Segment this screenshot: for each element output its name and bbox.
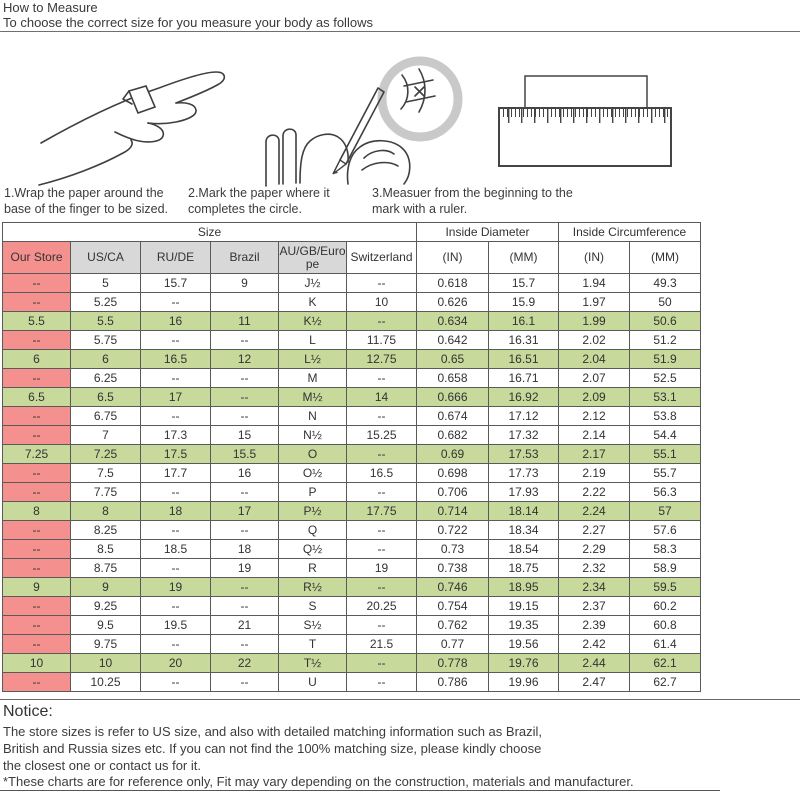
size-cell: 6 <box>71 350 141 369</box>
size-cell: 2.37 <box>559 597 630 616</box>
size-cell: 6.75 <box>71 407 141 426</box>
size-cell: 16.31 <box>489 331 559 350</box>
store-size-cell: -- <box>3 293 71 312</box>
size-cell: 59.5 <box>630 578 701 597</box>
size-cell: Q <box>279 521 347 540</box>
size-chart-body <box>3 274 701 692</box>
store-size-cell: -- <box>3 540 71 559</box>
illustration-wrap-paper <box>35 45 255 190</box>
store-size-cell: -- <box>3 521 71 540</box>
size-cell: 0.642 <box>417 331 489 350</box>
size-cell: -- <box>141 369 211 388</box>
size-cell: 5 <box>71 274 141 293</box>
size-cell: 5.25 <box>71 293 141 312</box>
reference-footnote: *These charts are for reference only, Fit may vary depending on the construction, materials and manufacturer. <box>3 774 634 789</box>
size-cell: 53.1 <box>630 388 701 407</box>
size-cell: 18.54 <box>489 540 559 559</box>
size-cell: 8 <box>71 502 141 521</box>
size-cell: 16.92 <box>489 388 559 407</box>
size-cell: 7 <box>71 426 141 445</box>
size-cell: 21.5 <box>347 635 417 654</box>
size-cell: 9.5 <box>71 616 141 635</box>
size-cell: 16.5 <box>141 350 211 369</box>
table-row <box>3 369 701 388</box>
size-cell: 0.682 <box>417 426 489 445</box>
size-cell: 2.22 <box>559 483 630 502</box>
size-cell: 19.56 <box>489 635 559 654</box>
table-row <box>3 331 701 350</box>
size-cell: 49.3 <box>630 274 701 293</box>
size-cell: -- <box>347 654 417 673</box>
size-cell: 61.4 <box>630 635 701 654</box>
size-cell: 52.5 <box>630 369 701 388</box>
size-cell: 17.5 <box>141 445 211 464</box>
table-row <box>3 312 701 331</box>
size-cell: 9 <box>211 274 279 293</box>
size-cell: 16.71 <box>489 369 559 388</box>
size-cell: 2.12 <box>559 407 630 426</box>
size-cell: 18 <box>141 502 211 521</box>
size-cell: 18.34 <box>489 521 559 540</box>
size-cell: 22 <box>211 654 279 673</box>
size-cell: 18.75 <box>489 559 559 578</box>
store-size-cell: -- <box>3 407 71 426</box>
size-cell: 0.762 <box>417 616 489 635</box>
size-cell: 60.8 <box>630 616 701 635</box>
table-row <box>3 445 701 464</box>
size-cell: -- <box>347 407 417 426</box>
size-cell: 15 <box>211 426 279 445</box>
size-cell: 7.25 <box>71 445 141 464</box>
table-row <box>3 426 701 445</box>
size-cell: 11.75 <box>347 331 417 350</box>
size-cell: 17.53 <box>489 445 559 464</box>
column-header: (MM) <box>630 242 701 274</box>
store-size-cell: -- <box>3 369 71 388</box>
group-header: Size <box>3 223 417 242</box>
hands-with-pen-icon <box>252 42 467 190</box>
size-cell: 57 <box>630 502 701 521</box>
size-cell: 0.658 <box>417 369 489 388</box>
size-cell: T½ <box>279 654 347 673</box>
size-cell: 17.3 <box>141 426 211 445</box>
size-cell: 0.77 <box>417 635 489 654</box>
notice-divider <box>0 699 800 700</box>
size-cell: 16.51 <box>489 350 559 369</box>
size-cell: 16 <box>211 464 279 483</box>
size-cell: 2.04 <box>559 350 630 369</box>
size-cell: 54.4 <box>630 426 701 445</box>
size-cell: 10.25 <box>71 673 141 692</box>
size-cell: N½ <box>279 426 347 445</box>
table-row <box>3 559 701 578</box>
pen-icon <box>333 88 384 174</box>
size-cell: 8.5 <box>71 540 141 559</box>
size-cell: -- <box>347 578 417 597</box>
column-header: RU/DE <box>141 242 211 274</box>
size-cell: 16.1 <box>489 312 559 331</box>
size-cell: 17.32 <box>489 426 559 445</box>
instruction-step-1: 1.Wrap the paper around the base of the finger to be sized. <box>4 186 168 216</box>
size-cell: 62.7 <box>630 673 701 692</box>
size-cell: 55.1 <box>630 445 701 464</box>
size-cell: -- <box>347 445 417 464</box>
store-size-cell: 10 <box>3 654 71 673</box>
size-cell: 16 <box>141 312 211 331</box>
table-row <box>3 464 701 483</box>
size-cell: 0.714 <box>417 502 489 521</box>
size-cell: 15.25 <box>347 426 417 445</box>
size-cell: 15.5 <box>211 445 279 464</box>
size-cell: 9.25 <box>71 597 141 616</box>
size-cell: 17.7 <box>141 464 211 483</box>
size-cell: -- <box>211 483 279 502</box>
size-cell: 21 <box>211 616 279 635</box>
column-header: (MM) <box>489 242 559 274</box>
size-cell: 2.42 <box>559 635 630 654</box>
store-size-cell: -- <box>3 483 71 502</box>
size-cell: -- <box>347 540 417 559</box>
size-cell: 57.6 <box>630 521 701 540</box>
size-cell: 0.73 <box>417 540 489 559</box>
paper-strip-icon <box>525 76 647 108</box>
size-cell: 5.75 <box>71 331 141 350</box>
size-cell: 2.44 <box>559 654 630 673</box>
size-cell <box>211 293 279 312</box>
size-cell: 2.19 <box>559 464 630 483</box>
store-size-cell: 5.5 <box>3 312 71 331</box>
size-cell: 0.634 <box>417 312 489 331</box>
table-row <box>3 293 701 312</box>
size-cell: 56.3 <box>630 483 701 502</box>
size-cell: 7.75 <box>71 483 141 502</box>
size-cell: 19.76 <box>489 654 559 673</box>
store-size-cell: -- <box>3 597 71 616</box>
size-cell: Q½ <box>279 540 347 559</box>
store-size-cell: -- <box>3 464 71 483</box>
size-cell: -- <box>141 673 211 692</box>
size-cell: 0.738 <box>417 559 489 578</box>
size-cell: 17.75 <box>347 502 417 521</box>
size-cell: 9 <box>71 578 141 597</box>
size-cell: 0.722 <box>417 521 489 540</box>
store-size-cell: -- <box>3 426 71 445</box>
size-cell: 0.65 <box>417 350 489 369</box>
size-cell: 2.24 <box>559 502 630 521</box>
table-row <box>3 616 701 635</box>
size-cell: P½ <box>279 502 347 521</box>
size-cell: 1.97 <box>559 293 630 312</box>
size-cell: P <box>279 483 347 502</box>
column-header: Brazil <box>211 242 279 274</box>
size-cell: -- <box>347 673 417 692</box>
ring-size-chart <box>2 222 701 692</box>
size-cell: 6.5 <box>71 388 141 407</box>
column-header: Switzerland <box>347 242 417 274</box>
size-cell: -- <box>141 559 211 578</box>
size-cell: 12.75 <box>347 350 417 369</box>
size-cell: 2.02 <box>559 331 630 350</box>
store-size-cell: 6.5 <box>3 388 71 407</box>
column-header: Our Store <box>3 242 71 274</box>
size-cell: 19 <box>347 559 417 578</box>
size-cell: 6.25 <box>71 369 141 388</box>
size-cell: 51.2 <box>630 331 701 350</box>
size-cell: O½ <box>279 464 347 483</box>
table-row <box>3 654 701 673</box>
column-header: AU/GB/Europe <box>279 242 347 274</box>
table-row <box>3 350 701 369</box>
group-header: Inside Diameter <box>417 223 559 242</box>
size-cell: 18.95 <box>489 578 559 597</box>
size-cell: -- <box>347 274 417 293</box>
size-cell: 62.1 <box>630 654 701 673</box>
size-cell: 18.5 <box>141 540 211 559</box>
size-cell: 19.5 <box>141 616 211 635</box>
size-cell: 11 <box>211 312 279 331</box>
size-cell: T <box>279 635 347 654</box>
store-size-cell: 7.25 <box>3 445 71 464</box>
size-cell: -- <box>347 369 417 388</box>
size-cell: 17.73 <box>489 464 559 483</box>
size-cell: 0.674 <box>417 407 489 426</box>
size-cell: 19.35 <box>489 616 559 635</box>
column-header: (IN) <box>417 242 489 274</box>
store-size-cell: -- <box>3 274 71 293</box>
size-cell: -- <box>347 483 417 502</box>
table-row <box>3 502 701 521</box>
size-cell: -- <box>211 331 279 350</box>
table-row <box>3 407 701 426</box>
store-size-cell: -- <box>3 616 71 635</box>
footnote-underline <box>0 790 720 791</box>
size-cell: -- <box>211 597 279 616</box>
size-cell: S½ <box>279 616 347 635</box>
size-cell: K½ <box>279 312 347 331</box>
size-cell: 14 <box>347 388 417 407</box>
store-size-cell: -- <box>3 673 71 692</box>
size-cell: 60.2 <box>630 597 701 616</box>
size-cell: 0.746 <box>417 578 489 597</box>
size-cell: O <box>279 445 347 464</box>
notice-line: The store sizes is refer to US size, and also with detailed matching information such as Brazil, <box>3 724 543 739</box>
size-cell: -- <box>141 331 211 350</box>
size-cell: J½ <box>279 274 347 293</box>
size-cell: -- <box>211 673 279 692</box>
table-row <box>3 521 701 540</box>
table-row <box>3 274 701 293</box>
size-cell: 16.5 <box>347 464 417 483</box>
size-cell: 20 <box>141 654 211 673</box>
size-cell: 8.25 <box>71 521 141 540</box>
size-cell: 0.778 <box>417 654 489 673</box>
size-cell: M½ <box>279 388 347 407</box>
size-cell: N <box>279 407 347 426</box>
table-row <box>3 483 701 502</box>
size-cell: 19.15 <box>489 597 559 616</box>
size-cell: 8.75 <box>71 559 141 578</box>
size-cell: 20.25 <box>347 597 417 616</box>
size-cell: 2.47 <box>559 673 630 692</box>
size-cell: 12 <box>211 350 279 369</box>
size-cell: 51.9 <box>630 350 701 369</box>
table-row <box>3 540 701 559</box>
size-cell: 15.9 <box>489 293 559 312</box>
size-cell: 2.07 <box>559 369 630 388</box>
size-cell: -- <box>141 597 211 616</box>
size-cell: -- <box>211 407 279 426</box>
store-size-cell: 6 <box>3 350 71 369</box>
size-cell: 0.69 <box>417 445 489 464</box>
size-cell: 17 <box>141 388 211 407</box>
size-cell: 2.29 <box>559 540 630 559</box>
illustration-measure-ruler <box>495 62 675 182</box>
table-row <box>3 597 701 616</box>
store-size-cell: -- <box>3 559 71 578</box>
size-cell: 2.27 <box>559 521 630 540</box>
size-cell: 0.618 <box>417 274 489 293</box>
size-cell: 1.94 <box>559 274 630 293</box>
size-cell: S <box>279 597 347 616</box>
size-cell: -- <box>347 616 417 635</box>
column-header: (IN) <box>559 242 630 274</box>
size-cell: U <box>279 673 347 692</box>
size-cell: K <box>279 293 347 312</box>
table-row <box>3 578 701 597</box>
size-cell: 18 <box>211 540 279 559</box>
size-cell: 18.14 <box>489 502 559 521</box>
page-subtitle: To choose the correct size for you measure your body as follows <box>3 15 373 30</box>
size-cell: L <box>279 331 347 350</box>
store-size-cell: -- <box>3 635 71 654</box>
size-cell: 0.754 <box>417 597 489 616</box>
page-title: How to Measure <box>3 0 98 15</box>
size-cell: 2.14 <box>559 426 630 445</box>
size-cell: 17.93 <box>489 483 559 502</box>
store-size-cell: -- <box>3 331 71 350</box>
size-cell: -- <box>141 483 211 502</box>
size-cell: 50.6 <box>630 312 701 331</box>
size-cell: -- <box>211 578 279 597</box>
size-cell: 0.786 <box>417 673 489 692</box>
notice-line: the closest one or contact us for it. <box>3 758 201 773</box>
size-cell: -- <box>347 521 417 540</box>
size-cell: 19 <box>141 578 211 597</box>
size-cell: 9.75 <box>71 635 141 654</box>
size-cell: -- <box>211 369 279 388</box>
size-cell: 58.9 <box>630 559 701 578</box>
size-cell: R½ <box>279 578 347 597</box>
size-cell: 55.7 <box>630 464 701 483</box>
size-cell: 53.8 <box>630 407 701 426</box>
size-cell: 0.666 <box>417 388 489 407</box>
size-cell: -- <box>211 635 279 654</box>
size-cell: -- <box>211 388 279 407</box>
notice-line: British and Russia sizes etc. If you can not find the 100% matching size, please kindly choose <box>3 741 542 756</box>
notice-paragraph <box>3 723 542 774</box>
illustration-mark-paper <box>252 42 467 190</box>
size-cell: 2.17 <box>559 445 630 464</box>
size-cell: 2.32 <box>559 559 630 578</box>
size-cell: 2.09 <box>559 388 630 407</box>
size-cell: 2.39 <box>559 616 630 635</box>
size-cell: -- <box>141 293 211 312</box>
instruction-step-3: 3.Measuer from the beginning to the mark with a ruler. <box>372 186 573 216</box>
size-cell: 2.34 <box>559 578 630 597</box>
size-cell: 58.3 <box>630 540 701 559</box>
size-cell: -- <box>141 635 211 654</box>
size-cell: 10 <box>347 293 417 312</box>
size-cell: -- <box>347 312 417 331</box>
group-header: Inside Circumference <box>559 223 701 242</box>
table-row <box>3 673 701 692</box>
size-cell: 0.706 <box>417 483 489 502</box>
size-cell: -- <box>141 407 211 426</box>
hand-with-paper-strip-icon <box>35 45 255 190</box>
size-cell: 15.7 <box>141 274 211 293</box>
size-cell: 17.12 <box>489 407 559 426</box>
size-cell: 0.626 <box>417 293 489 312</box>
notice-heading: Notice: <box>3 703 53 720</box>
size-cell: -- <box>141 521 211 540</box>
size-cell: 17 <box>211 502 279 521</box>
ruler-icon <box>495 62 675 182</box>
instruction-step-2: 2.Mark the paper where it completes the circle. <box>188 186 330 216</box>
top-divider <box>0 31 800 32</box>
size-cell: -- <box>211 521 279 540</box>
size-cell: R <box>279 559 347 578</box>
size-cell: M <box>279 369 347 388</box>
size-cell: 50 <box>630 293 701 312</box>
table-row <box>3 388 701 407</box>
size-cell: L½ <box>279 350 347 369</box>
size-cell: 19.96 <box>489 673 559 692</box>
size-cell: 5.5 <box>71 312 141 331</box>
store-size-cell: 9 <box>3 578 71 597</box>
size-cell: 19 <box>211 559 279 578</box>
size-cell: 7.5 <box>71 464 141 483</box>
column-header: US/CA <box>71 242 141 274</box>
size-chart-head <box>3 223 701 274</box>
size-cell: 10 <box>71 654 141 673</box>
size-cell: 1.99 <box>559 312 630 331</box>
table-row <box>3 635 701 654</box>
size-cell: 15.7 <box>489 274 559 293</box>
store-size-cell: 8 <box>3 502 71 521</box>
size-cell: 0.698 <box>417 464 489 483</box>
